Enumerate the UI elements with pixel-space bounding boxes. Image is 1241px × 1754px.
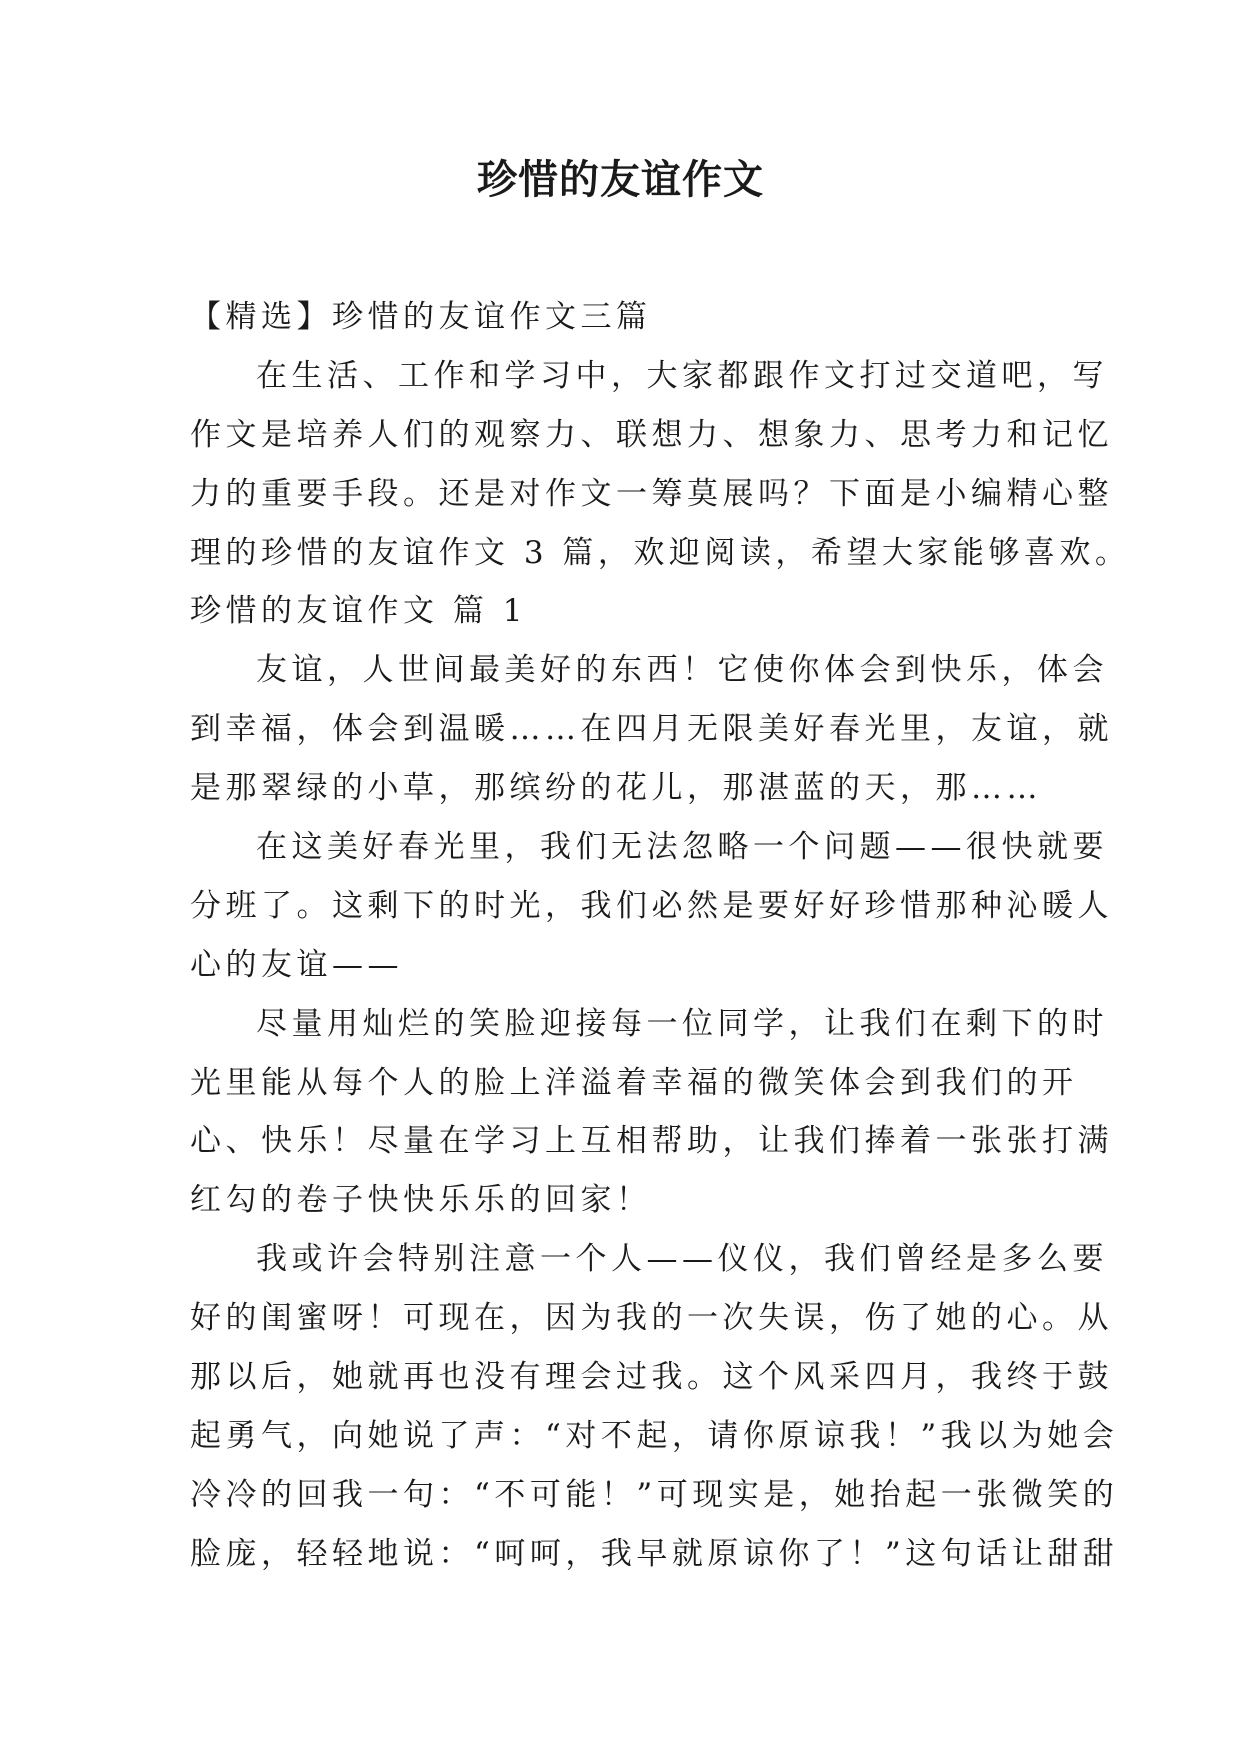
paragraph-line: 我或许会特别注意一个人——仪仪，我们曾经是多么要 xyxy=(256,1241,1108,1278)
paragraph-line: 理的珍惜的友谊作文 3 篇，欢迎阅读，希望大家能够喜欢。 xyxy=(190,534,1131,571)
paragraph-line: 友谊，人世间最美好的东西！它使你体会到快乐，体会 xyxy=(256,652,1108,689)
paragraph-line: 力的重要手段。还是对作文一筹莫展吗？下面是小编精心整 xyxy=(190,475,1113,512)
paragraph-line: 到幸福，体会到温暖……在四月无限美好春光里，友谊，就 xyxy=(190,711,1113,748)
paragraph-line: 是那翠绿的小草，那缤纷的花儿，那湛蓝的天，那…… xyxy=(190,770,1042,807)
paragraph-line: 在生活、工作和学习中，大家都跟作文打过交道吧，写 xyxy=(256,357,1108,394)
paragraph-line: 作文是培养人们的观察力、联想力、想象力、思考力和记忆 xyxy=(190,416,1113,453)
paragraph-line: 好的闺蜜呀！可现在，因为我的一次失误，伤了她的心。从 xyxy=(190,1300,1113,1337)
paragraph-line: 脸庞，轻轻地说：“呵呵，我早就原谅你了！”这句话让甜甜 xyxy=(190,1535,1119,1572)
paragraph-line: 心、快乐！尽量在学习上互相帮助，让我们捧着一张张打满 xyxy=(190,1123,1113,1160)
section-heading: 珍惜的友谊作文 篇 1 xyxy=(190,593,527,630)
paragraph-line: 分班了。这剩下的时光，我们必然是要好好珍惜那种沁暖人 xyxy=(190,887,1113,924)
paragraph-line: 在这美好春光里，我们无法忽略一个问题——很快就要 xyxy=(256,829,1108,866)
document-body xyxy=(190,288,1131,1584)
paragraph-line: 冷冷的回我一句：“不可能！”可现实是，她抬起一张微笑的 xyxy=(190,1476,1119,1513)
document-title: 珍惜的友谊作文 xyxy=(477,157,764,203)
paragraph-line: 尽量用灿烂的笑脸迎接每一位同学，让我们在剩下的时 xyxy=(256,1005,1108,1042)
paragraph-line: 光里能从每个人的脸上洋溢着幸福的微笑体会到我们的开 xyxy=(190,1064,1078,1101)
subtitle-line: 【精选】珍惜的友谊作文三篇 xyxy=(190,299,652,335)
paragraph-line: 红勾的卷子快快乐乐的回家！ xyxy=(190,1182,652,1219)
paragraph-line: 那以后，她就再也没有理会过我。这个风采四月，我终于鼓 xyxy=(190,1359,1113,1396)
paragraph-line: 起勇气，向她说了声：“对不起，请你原谅我！”我以为她会 xyxy=(190,1417,1119,1454)
paragraph-line: 心的友谊—— xyxy=(190,946,403,983)
